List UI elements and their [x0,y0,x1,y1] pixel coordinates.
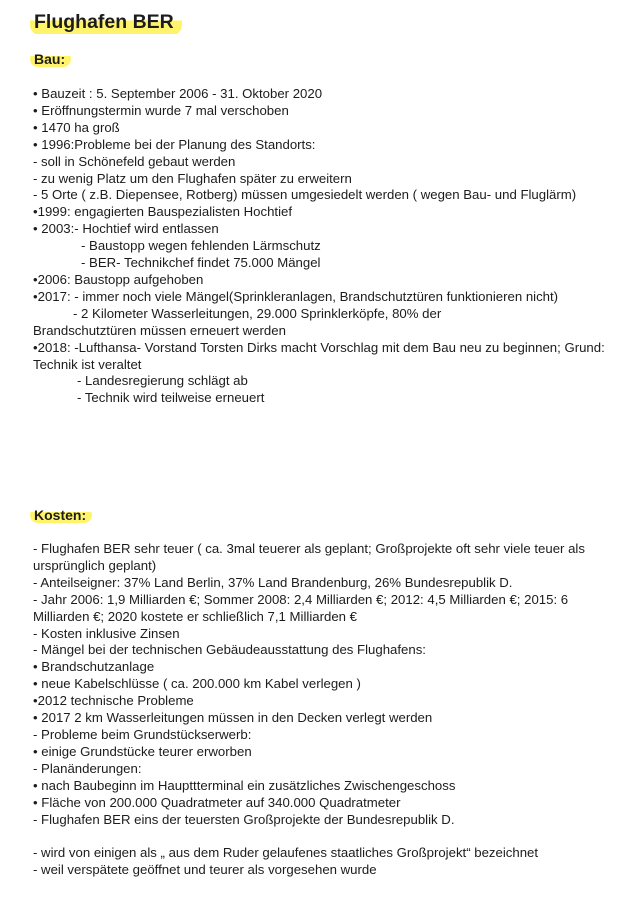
text-line: • 2017 2 km Wasserleitungen müssen in den Decken verlegt werden [33,710,433,726]
text-line: - Kosten inklusive Zinsen [33,625,180,641]
text-line: • 1996:Probleme bei der Planung des Standorts: [33,136,316,152]
text-line: • nach Baubeginn im Haupttterminal ein zusätzliches Zwischengeschoss [33,777,456,793]
text-line: •1999: engagierten Bauspezialisten Hochtief [33,204,293,220]
text-line: - Anteilseigner: 37% Land Berlin, 37% Land Brandenburg, 26% Bundesrepublik D. [33,574,513,590]
text-line: • einige Grundstücke teurer erworben [33,743,252,759]
text-line: - Probleme beim Grundstückserwerb: [33,726,252,742]
text-line: • 1470 ha groß [33,119,120,135]
text-line: • 2003:- Hochtief wird entlassen [33,221,219,237]
text-line: - BER- Technikchef findet 75.000 Mängel [81,255,321,271]
text-line: •2012 technische Probleme [33,693,194,709]
text-line: • neue Kabelschlüsse ( ca. 200.000 km Kabel verlegen ) [33,676,361,692]
section-heading-kosten: Kosten: [30,507,92,523]
section-bau-body [33,86,605,407]
text-line: • Brandschutzanlage [33,659,155,675]
text-line: • Bauzeit : 5. September 2006 - 31. Oktober 2020 [33,86,323,101]
text-line: • Eröffnungstermin wurde 7 mal verschoben [33,102,289,118]
text-line: - Planänderungen: [33,760,142,776]
document-title: Flughafen BER [30,10,182,35]
text-line: - Mängel bei der technischen Gebäudeausstattung des Flughafens: [33,642,426,658]
text-line: • Fläche von 200.000 Quadratmeter auf 340.000 Quadratmeter [33,794,401,810]
text-line: - Baustopp wegen fehlenden Lärmschutz [81,238,321,254]
text-line: Brandschutztüren müssen erneuert werden [33,322,286,338]
text-line: - Technik wird teilweise erneuert [77,390,265,406]
blank-spacer [33,828,605,845]
text-line: - Flughafen BER sehr teuer ( ca. 3mal teuerer als geplant; Großprojekte oft sehr viele teuer als ursprünglich geplant) [33,541,585,573]
text-line: - Jahr 2006: 1,9 Milliarden €; Sommer 2008: 2,4 Milliarden €; 2012: 4,5 Milliarden €; 2015: 6 Milliarden €; 2020 kostete er schließlich 7,1 Milliarden € [33,591,569,624]
text-line: - soll in Schönefeld gebaut werden [33,153,236,169]
text-line: - Landesregierung schlägt ab [77,373,248,389]
text-line: •2006: Baustopp aufgehoben [33,271,204,287]
text-line: - Flughafen BER eins der teuersten Großprojekte der Bundesrepublik D. [33,811,455,827]
text-line: - 5 Orte ( z.B. Diepensee, Rotberg) müssen umgesiedelt werden ( wegen Bau- und Fluglärm) [33,187,577,203]
section-heading-bau: Bau: [30,51,71,67]
text-line: •2017: - immer noch viele Mängel(Sprinkleranlagen, Brandschutztüren funktionieren nicht) [33,288,559,304]
text-line: - weil verspätete geöffnet und teurer als vorgesehen wurde [33,862,377,878]
section-kosten-body [33,541,605,879]
text-line: •2018: -Lufthansa- Vorstand Torsten Dirks macht Vorschlag mit dem Bau neu zu beginnen; Grund: Technik ist veraltet [33,339,605,372]
text-line: - zu wenig Platz um den Flughafen später zu erweitern [33,170,352,186]
text-line: - 2 Kilometer Wasserleitungen, 29.000 Sprinklerköpfe, 80% der [73,305,442,321]
text-line: - wird von einigen als „ aus dem Ruder gelaufenes staatliches Großprojekt“ bezeichnet [33,845,539,861]
